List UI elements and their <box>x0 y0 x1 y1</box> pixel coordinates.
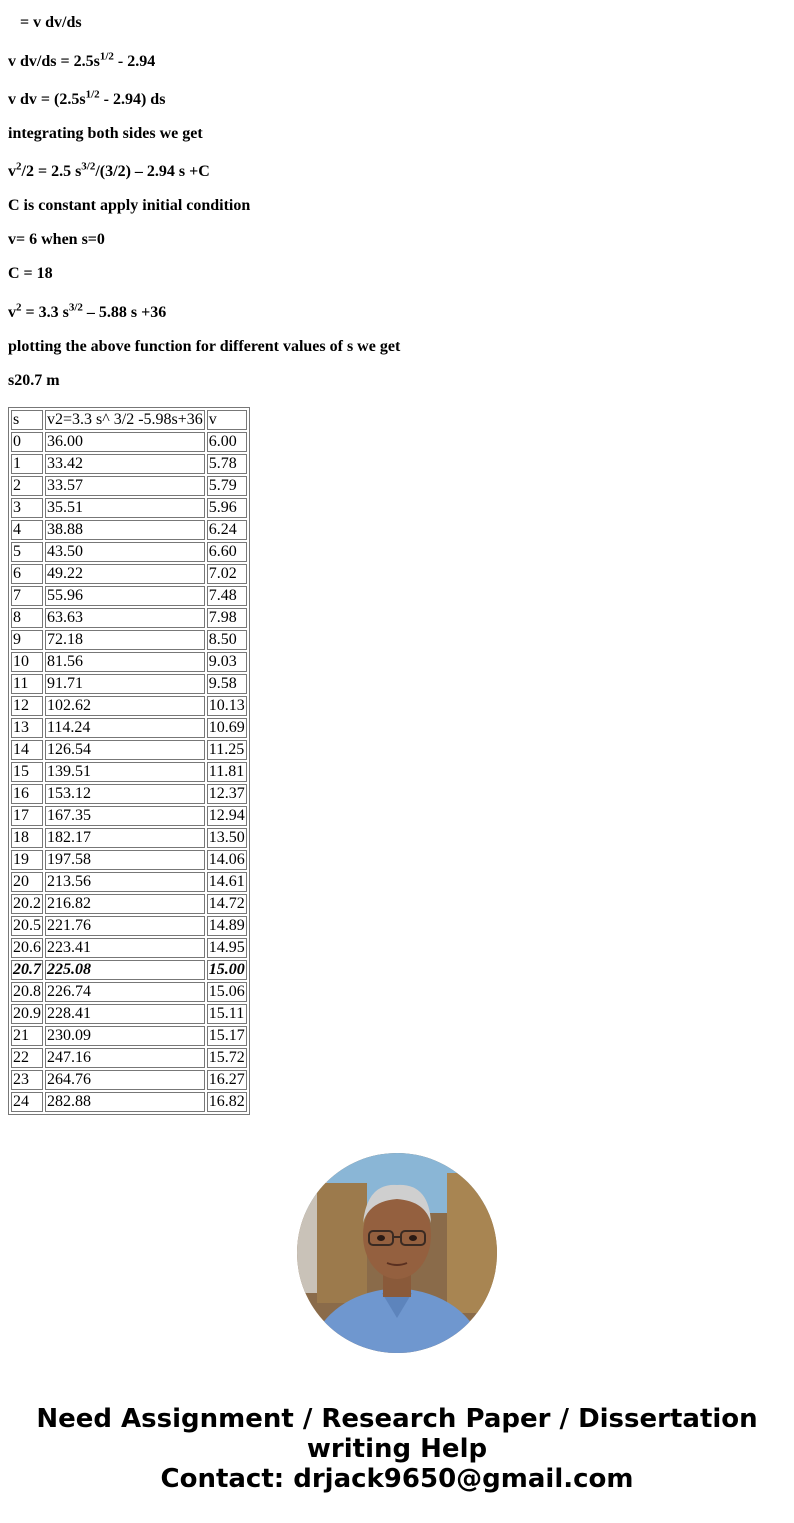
cell-v2: 91.71 <box>45 674 205 694</box>
table-row <box>11 718 247 738</box>
header-v2: v2=3.3 s^ 3/2 -5.98s+36 <box>47 411 203 428</box>
cell-s: 12 <box>11 696 43 716</box>
eq-text: v <box>8 163 16 180</box>
table-body <box>11 432 247 1112</box>
text-line-result <box>8 372 60 390</box>
cell-v2: 55.96 <box>45 586 205 606</box>
table-row <box>11 1004 247 1024</box>
cell-s: 24 <box>11 1092 43 1112</box>
cell-s: 7 <box>11 586 43 606</box>
cell-v: 9.03 <box>207 652 247 672</box>
cell-s: 0 <box>11 432 43 452</box>
cell-v2: 225.08 <box>45 960 205 980</box>
cell-v: 5.96 <box>207 498 247 518</box>
cell-s: 13 <box>11 718 43 738</box>
eq-text: /(3/2) – 2.94 s +C <box>95 163 210 180</box>
cell-v2: 216.82 <box>45 894 205 914</box>
eq-text: C = 18 <box>8 265 53 282</box>
cell-v2: 35.51 <box>45 498 205 518</box>
cell-v2: 102.62 <box>45 696 205 716</box>
cell-s: 20.6 <box>13 939 41 956</box>
cell-s: 21 <box>11 1026 43 1046</box>
cell-s: 11 <box>11 674 43 694</box>
table-row <box>11 850 247 870</box>
cell-s: 8 <box>11 608 43 628</box>
cell-v2: 197.58 <box>45 850 205 870</box>
equation-line-1 <box>8 14 82 32</box>
cell-v: 14.89 <box>208 917 245 934</box>
table-row <box>11 894 247 914</box>
cell-s: 1 <box>11 454 43 474</box>
cell-v: 7.48 <box>207 586 247 606</box>
eq-text: = v dv/ds <box>8 14 82 31</box>
cell-s: 18 <box>11 828 43 848</box>
cell-v: 6.00 <box>207 432 247 452</box>
eq-text: v dv = (2.5s <box>8 91 86 108</box>
cell-s: 20.7 <box>13 961 41 978</box>
text-line-c-value <box>8 265 53 283</box>
cell-v2: 223.41 <box>45 938 205 958</box>
cell-s: 20.5 <box>13 917 41 934</box>
table-row <box>11 476 247 496</box>
table-row <box>11 652 247 672</box>
eq-text: – 5.88 s +36 <box>82 304 167 321</box>
table-row <box>11 872 247 892</box>
cell-v: 11.25 <box>207 740 247 760</box>
cell-v: 6.24 <box>207 520 247 540</box>
table-row <box>11 432 247 452</box>
values-table <box>8 407 250 1115</box>
cell-v: 11.81 <box>207 762 247 782</box>
eq-text: v <box>8 304 16 321</box>
table-row <box>11 982 247 1002</box>
promo-line-2: writing Help <box>306 1434 488 1464</box>
cell-v2: 72.18 <box>45 630 205 650</box>
text-line-constant <box>8 197 250 215</box>
table-row <box>11 520 247 540</box>
cell-v2: 126.54 <box>45 740 205 760</box>
cell-s: 23 <box>11 1070 43 1090</box>
table-row <box>11 608 247 628</box>
eq-superscript: 1/2 <box>85 88 100 101</box>
eq-text: C is constant apply initial condition <box>8 197 251 214</box>
cell-v2: 49.22 <box>45 564 205 584</box>
cell-v2: 114.24 <box>45 718 205 738</box>
promo-contact: Contact: drjack9650@gmail.com <box>160 1464 634 1494</box>
cell-s: 9 <box>11 630 43 650</box>
table-row <box>11 960 247 980</box>
cell-s: 20 <box>11 872 43 892</box>
table-row <box>11 498 247 518</box>
table-row <box>11 784 247 804</box>
eq-superscript: 3/2 <box>68 301 83 314</box>
cell-s: 3 <box>11 498 43 518</box>
cell-v: 6.60 <box>207 542 247 562</box>
table-row <box>11 696 247 716</box>
eq-superscript: 2 <box>16 301 22 314</box>
eq-text: s20.7 m <box>8 372 60 389</box>
table-row <box>11 1070 247 1090</box>
table-row <box>11 630 247 650</box>
cell-v: 5.79 <box>207 476 247 496</box>
cell-s: 17 <box>11 806 43 826</box>
cell-v2: 33.42 <box>45 454 205 474</box>
cell-s: 20.2 <box>13 895 41 912</box>
table-row <box>11 586 247 606</box>
cell-v: 16.82 <box>208 1093 245 1110</box>
table-row <box>11 1048 247 1068</box>
cell-v: 15.72 <box>208 1049 245 1066</box>
eq-text: integrating both sides we get <box>8 125 203 142</box>
cell-v2: 182.17 <box>45 828 205 848</box>
cell-v2: 36.00 <box>45 432 205 452</box>
promo-line-1: Need Assignment / Research Paper / Dissertation <box>36 1404 758 1434</box>
cell-s: 5 <box>11 542 43 562</box>
cell-s: 15 <box>11 762 43 782</box>
table-row <box>11 806 247 826</box>
cell-v2: 247.16 <box>45 1048 205 1068</box>
equation-line-3 <box>8 88 166 109</box>
cell-s: 2 <box>11 476 43 496</box>
eq-text: - 2.94) ds <box>99 91 166 108</box>
cell-v: 15.00 <box>208 961 245 978</box>
cell-v: 9.58 <box>207 674 247 694</box>
cell-s: 20.9 <box>13 1005 41 1022</box>
cell-s: 22 <box>11 1048 43 1068</box>
eq-text: /2 = 2.5 s <box>21 163 82 180</box>
cell-v: 5.78 <box>207 454 247 474</box>
cell-v2: 226.74 <box>45 982 205 1002</box>
text-line-initial <box>8 231 105 249</box>
promo-banner <box>0 1404 794 1494</box>
table-row <box>11 938 247 958</box>
table-row <box>11 762 247 782</box>
table-row <box>11 542 247 562</box>
table-row <box>11 454 247 474</box>
table-row <box>11 1026 247 1046</box>
text-line-plotting <box>8 338 400 356</box>
cell-v2: 33.57 <box>45 476 205 496</box>
table-row <box>11 828 247 848</box>
cell-v: 14.06 <box>208 851 245 868</box>
author-photo <box>297 1153 497 1353</box>
eq-text: - 2.94 <box>113 53 156 70</box>
cell-v2: 38.88 <box>45 520 205 540</box>
cell-v2: 43.50 <box>45 542 205 562</box>
equation-line-final <box>8 301 167 322</box>
table-row <box>11 740 247 760</box>
cell-v2: 230.09 <box>45 1026 205 1046</box>
table-header-row <box>11 410 247 430</box>
cell-v2: 282.88 <box>45 1092 205 1112</box>
cell-s: 16 <box>11 784 43 804</box>
author-avatar <box>297 1153 497 1353</box>
cell-s: 19 <box>11 850 43 870</box>
cell-v: 16.27 <box>208 1071 245 1088</box>
table-row <box>11 674 247 694</box>
cell-v2: 264.76 <box>45 1070 205 1090</box>
eq-superscript: 3/2 <box>81 160 96 173</box>
cell-v: 15.06 <box>208 983 245 1000</box>
cell-v: 7.98 <box>207 608 247 628</box>
cell-v: 15.17 <box>208 1027 245 1044</box>
cell-s: 10 <box>11 652 43 672</box>
cell-v2: 63.63 <box>45 608 205 628</box>
cell-v2: 81.56 <box>45 652 205 672</box>
eq-text: v dv/ds = 2.5s <box>8 53 100 70</box>
eq-text: v= 6 when s=0 <box>8 231 105 248</box>
text-line-integrating <box>8 125 203 143</box>
table-row <box>11 1092 247 1112</box>
cell-v: 8.50 <box>207 630 247 650</box>
cell-v2: 228.41 <box>45 1004 205 1024</box>
cell-v: 12.94 <box>208 807 245 824</box>
header-s: s <box>11 410 43 430</box>
cell-v: 14.95 <box>208 939 245 956</box>
cell-s: 4 <box>11 520 43 540</box>
cell-v: 14.61 <box>208 873 245 890</box>
cell-v: 13.50 <box>208 829 245 846</box>
cell-s: 6 <box>11 564 43 584</box>
cell-s: 14 <box>11 740 43 760</box>
cell-v2: 139.51 <box>45 762 205 782</box>
table-row <box>11 564 247 584</box>
cell-v2: 221.76 <box>45 916 205 936</box>
eq-text: plotting the above function for different values of s we get <box>8 338 401 355</box>
cell-v2: 213.56 <box>45 872 205 892</box>
equation-line-integrated <box>8 160 210 181</box>
cell-s: 20.8 <box>13 983 41 1000</box>
cell-v: 12.37 <box>208 785 245 802</box>
eq-text: = 3.3 s <box>21 304 69 321</box>
cell-v: 15.11 <box>207 1004 247 1024</box>
cell-v: 14.72 <box>208 895 245 912</box>
cell-v: 10.69 <box>208 719 245 736</box>
cell-v: 7.02 <box>207 564 247 584</box>
cell-v2: 167.35 <box>45 806 205 826</box>
eq-superscript: 2 <box>16 160 22 173</box>
cell-v2: 153.12 <box>45 784 205 804</box>
equation-line-2 <box>8 50 156 71</box>
table-row <box>11 916 247 936</box>
header-v: v <box>207 410 247 430</box>
cell-v: 10.13 <box>208 697 245 714</box>
eq-superscript: 1/2 <box>99 50 114 63</box>
